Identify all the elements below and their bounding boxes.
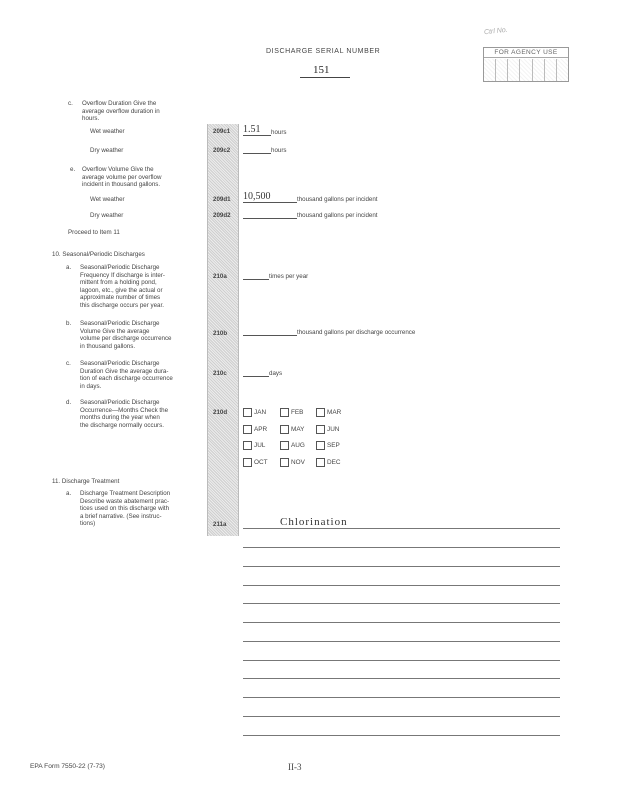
month-checkbox-sep[interactable]: SEP [316,441,340,450]
narrative-line[interactable] [243,716,560,717]
item-11-heading: 11. Discharge Treatment [52,478,120,485]
item-9c-wet-label: Wet weather [90,128,125,135]
code-209c1: 209c1 [213,128,231,135]
overflow-volume-wet-field[interactable]: 10,500 thousand gallons per incident [243,191,378,203]
item-10a-letter: a. [66,264,72,271]
treatment-description-value[interactable]: Chlorination [280,516,348,528]
frequency-field[interactable]: times per year [243,272,308,280]
month-checkbox-nov[interactable]: NOV [280,458,305,467]
month-checkbox-jun[interactable]: JUN [316,425,339,434]
overflow-duration-wet-value: 1.51 [243,124,261,135]
item-11a-description: Discharge Treatment Description Describe waste abatement prac- tices used on this discharge with a brief narrative. (See instruc- tions) [80,490,171,528]
item-9c-dry-label: Dry weather [90,147,124,154]
month-checkbox-feb[interactable]: FEB [280,408,303,417]
narrative-line[interactable] [243,697,560,698]
code-209c2: 209c2 [213,147,231,154]
item-10c-description: Seasonal/Periodic Discharge Duration Give the average dura- tion of each discharge occurrence in days. [80,360,173,390]
narrative-line[interactable] [243,547,560,548]
item-10c-letter: c. [66,360,71,367]
serial-number-label: DISCHARGE SERIAL NUMBER [266,48,381,55]
narrative-line[interactable] [243,566,560,567]
item-9c-letter: c. [68,100,73,107]
item-10d-letter: d. [66,399,72,406]
narrative-line[interactable] [243,735,560,736]
month-checkbox-jan[interactable]: JAN [243,408,266,417]
overflow-volume-dry-field[interactable]: thousand gallons per incident [243,211,378,219]
overflow-duration-wet-field[interactable]: 1.51 hours [243,124,287,136]
serial-number-value[interactable]: 151 [313,64,330,76]
agency-use-box [483,47,569,82]
form-number: EPA Form 7550-22 (7-73) [30,763,106,770]
code-210b: 210b [213,330,228,337]
item-9e-letter: e. [70,166,76,173]
code-211a: 211a [213,521,227,528]
narrative-line[interactable] [243,660,560,661]
item-11a-letter: a. [66,490,72,497]
code-210c: 210c [213,370,227,377]
item-9c-description: Overflow Duration Give the average overflow duration in hours. [82,100,160,123]
month-checkbox-may[interactable]: MAY [280,425,304,434]
code-210a: 210a [213,273,227,280]
volume-field[interactable]: thousand gallons per discharge occurrence [243,328,415,336]
narrative-line[interactable] [243,585,560,586]
code-209d1: 209d1 [213,196,231,203]
serial-number-underline [300,77,350,78]
item-9e-description: Overflow Volume Give the average volume per overflow incident in thousand gallons. [82,166,162,189]
agency-use-label: FOR AGENCY USE [484,49,568,58]
item-10b-letter: b. [66,320,72,327]
page-number: II-3 [288,762,302,772]
narrative-line[interactable] [243,641,560,642]
month-checkbox-dec[interactable]: DEC [316,458,341,467]
month-checkbox-jul[interactable]: JUL [243,441,265,450]
item-10d-description: Seasonal/Periodic Discharge Occurrence—Months Check the months during the year when the discharge normally occurs. [80,399,169,429]
code-209d2: 209d2 [213,212,231,219]
item-10b-description: Seasonal/Periodic Discharge Volume Give the average volume per discharge occurrence in thousand gallons. [80,320,172,350]
duration-field[interactable]: days [243,369,282,377]
narrative-line[interactable] [243,678,560,679]
narrative-line[interactable] [243,528,560,529]
item-10-heading: 10. Seasonal/Periodic Discharges [52,251,145,258]
item-10a-description: Seasonal/Periodic Discharge Frequency If discharge is inter- mittent from a holding pond, lagoon, etc., give the actual or approximate number of times this discharge occurs per year. [80,264,165,309]
narrative-line[interactable] [243,603,560,604]
item-9e-dry-label: Dry weather [90,212,124,219]
overflow-volume-wet-value: 10,500 [243,191,271,202]
code-210d: 210d [213,409,228,416]
narrative-line[interactable] [243,622,560,623]
overflow-duration-dry-field[interactable]: hours [243,146,286,154]
item-9e-wet-label: Wet weather [90,196,125,203]
agency-stamp: Ctrl No. [483,26,509,37]
month-checkbox-oct[interactable]: OCT [243,458,268,467]
month-checkbox-apr[interactable]: APR [243,425,267,434]
month-checkbox-mar[interactable]: MAR [316,408,341,417]
agency-use-cells [484,59,568,81]
proceed-instruction: Proceed to Item 11 [68,229,120,236]
month-checkbox-aug[interactable]: AUG [280,441,305,450]
